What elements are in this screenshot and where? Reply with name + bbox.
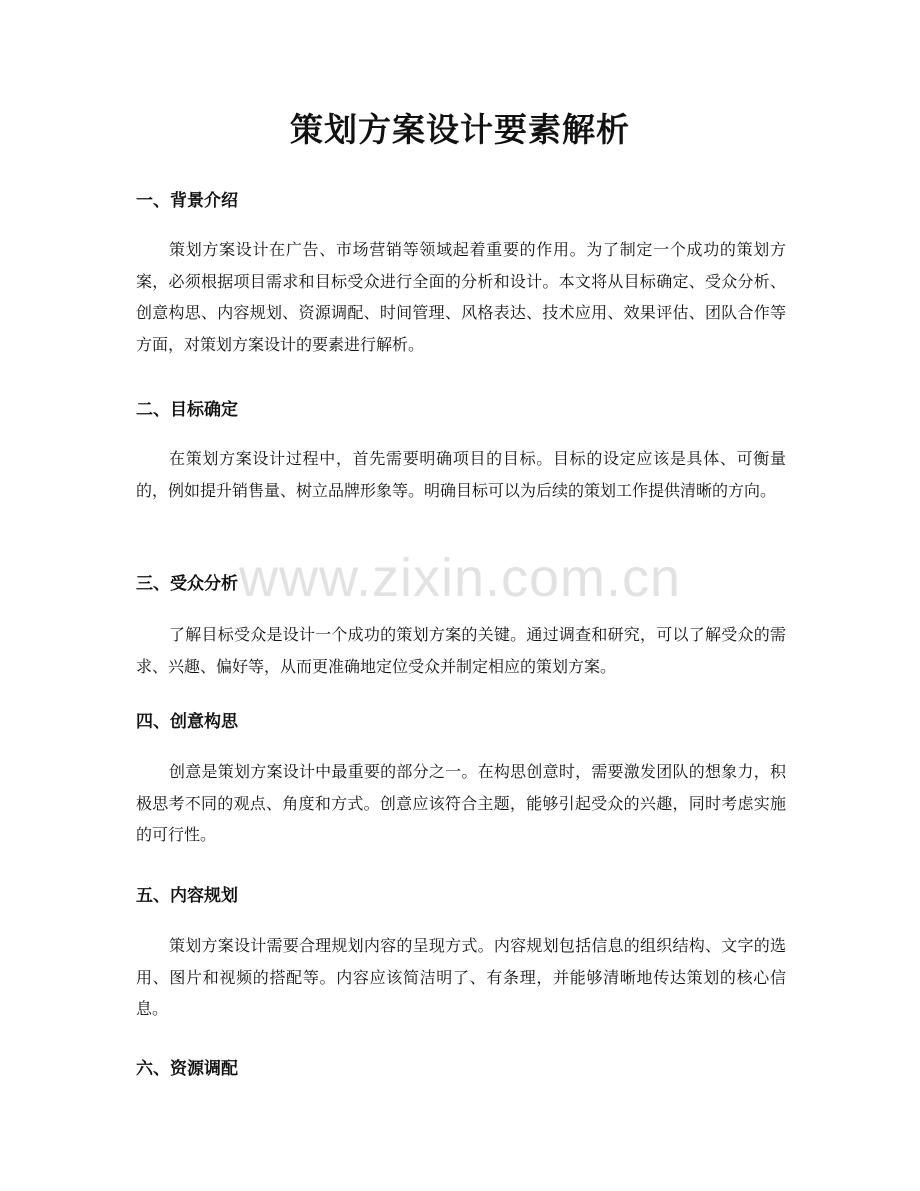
section-body-background: 策划方案设计在广告、市场营销等领域起着重要的作用。为了制定一个成功的策划方案，必须根据项目需求和目标受众进行全面的分析和设计。本文将从目标确定、受众分析、创意构思、内容规划、资源调配、时间管理、风格表达、技术应用、效果评估、团队合作等方面，对策划方案设计的要素进行解析。 — [136, 240, 786, 354]
section-heading-creative: 四、创意构思 — [136, 712, 238, 732]
section-heading-audience: 三、受众分析 — [136, 574, 238, 594]
section-body-content: 策划方案设计需要合理规划内容的呈现方式。内容规划包括信息的组织结构、文字的选用、图片和视频的搭配等。内容应该简洁明了、有条理，并能够清晰地传达策划的核心信息。 — [136, 936, 786, 1018]
watermark: www.zixin.com.cn — [238, 548, 682, 608]
section-heading-background: 一、背景介绍 — [136, 191, 238, 211]
section-heading-goal: 二、目标确定 — [136, 400, 238, 420]
section-heading-content: 五、内容规划 — [136, 886, 238, 906]
section-body-goal: 在策划方案设计过程中，首先需要明确项目的目标。目标的设定应该是具体、可衡量的，例如提升销售量、树立品牌形象等。明确目标可以为后续的策划工作提供清晰的方向。 — [136, 449, 786, 500]
section-body-audience: 了解目标受众是设计一个成功的策划方案的关键。通过调查和研究，可以了解受众的需求、兴趣、偏好等，从而更准确地定位受众并制定相应的策划方案。 — [136, 625, 786, 676]
section-heading-resources: 六、资源调配 — [136, 1059, 238, 1079]
section-body-creative: 创意是策划方案设计中最重要的部分之一。在构思创意时，需要激发团队的想象力，积极思考不同的观点、角度和方式。创意应该符合主题，能够引起受众的兴趣，同时考虑实施的可行性。 — [136, 762, 786, 844]
document-title: 策划方案设计要素解析 — [290, 110, 630, 149]
